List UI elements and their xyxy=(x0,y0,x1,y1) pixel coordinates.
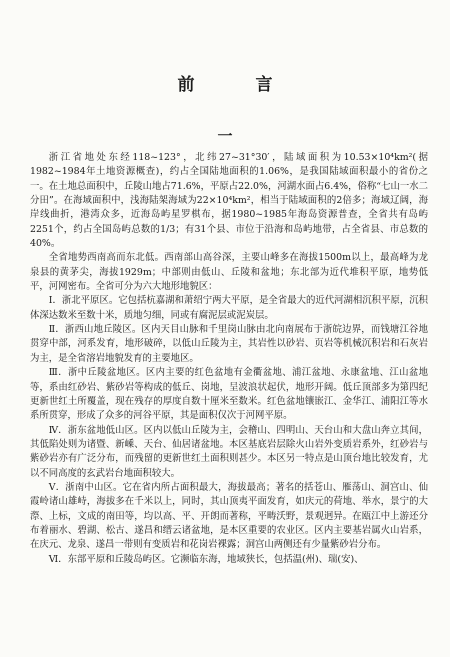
paragraph: Ⅴ．浙南中山区。它在省内所占面积最大，海拔最高；著名的括苍山、雁荡山、洞宫山、仙霞岭诸山雄峙，海拔多在千米以上，同时，其山顶夷平面发育，如庆元的荷地、举水，景宁的大漈、上标，文成的南田等，均以高、平、开朗而著称，平畴沃野，景观迥异。在瓯江中上游还分布着丽水、碧湖、松古、遂昌和缙云诸盆地，是本区重要的农业区。区内主要基岩属火山岩系，在庆元、龙泉、遂昌一带则有变质岩和花岗岩裸露；洞宫山两侧还有少量紫砂岩分布。 xyxy=(30,481,428,551)
paragraph: Ⅰ．浙北平原区。它包括杭嘉湖和萧绍宁两大平原，是全省最大的近代河湖相沉积平原，沉积体深达数米至数十米，质地匀细，同或有腐泥层或泥炭层。 xyxy=(30,295,428,321)
paragraph: Ⅲ．浙中丘陵盆地区。区内主要的红色盆地有金衢盆地、浦江盆地、永康盆地、江山盆地等，系由红砂岩、紫砂岩等构成的低丘、岗地，呈波浪状起伏，地形开阔。低丘顶部多为第四纪更新世红土所覆盖，现在残存的厚度自数十厘米至数米。红色盆地镶嵌江、金华江、浦阳江等水系所贯穿，形成了众多的河谷平原，其是面积仅次于河网平原。 xyxy=(30,367,428,422)
paragraph: Ⅳ．浙东盆地低山区。区内以低山丘陵为主，会稽山、四明山、天台山和大盘山奔立其间，其低陷处则为诸暨、新嵊、天台、仙居诸盆地。本区基底岩层除火山岩外变质岩系外，红砂岩与紫砂岩亦有广泛分布，而残留的更新世红土面积则甚少。本区另一特点是山顶台地比较发育，尤以不同高度的玄武岩台地面积较大。 xyxy=(30,424,428,479)
page-title: 前 言 xyxy=(177,75,295,95)
paragraph: Ⅱ．浙西山地丘陵区。区内天目山脉和千里岗山脉由北向南展布于浙皖边界，而钱塘江谷地贯穿中部，河系发育，地形破碎，以低山丘陵为主，其岩性以砂岩、页岩等机械沉积岩和石灰岩为主，是全省溶岩地貌发育的主要地区。 xyxy=(30,324,428,364)
body-text xyxy=(30,151,428,567)
paragraph: 浙江省地处东经118~123°，北纬27~31°30′，陆域面积为10.53×10⁴km²(据1982~1984年土地资源概查)，约占全国陆地面积的1.06%，是我国陆域面积最小的省份之一。在土地总面积中，丘陵山地占71.6%，平原占22.0%，河湖水面占6.4%，俗称“七山一水二分田”。在海域面积中，浅海陆架海域为22×10⁴km²，相当于陆域面积的2倍多；海域辽阔，海岸线曲折，港湾众多，近海岛屿星罗棋布，据1980~1985年海岛资源普查，全省共有岛屿2251个，约占全国岛屿总数的1/3；有31个县、市位于沿海和岛屿地带，占全省县、市总数的40%。 xyxy=(30,152,428,250)
section-number: 一 xyxy=(217,127,233,145)
paragraph: Ⅵ．东部平原和丘陵岛屿区。它濒临东海，地域狭长，包括温(州)、瑞(安)、 xyxy=(48,553,364,565)
paragraph: 全省地势西南高而东北低。西南部山高谷深，主要山峰多在海拔1500m以上，最高峰为龙泉县的黄茅尖，海拔1929m；中部则由低山、丘陵和盆地；东北部为近代堆积平原，地势低平，河网密布。全省可分为六大地形地貌区： xyxy=(30,252,428,293)
